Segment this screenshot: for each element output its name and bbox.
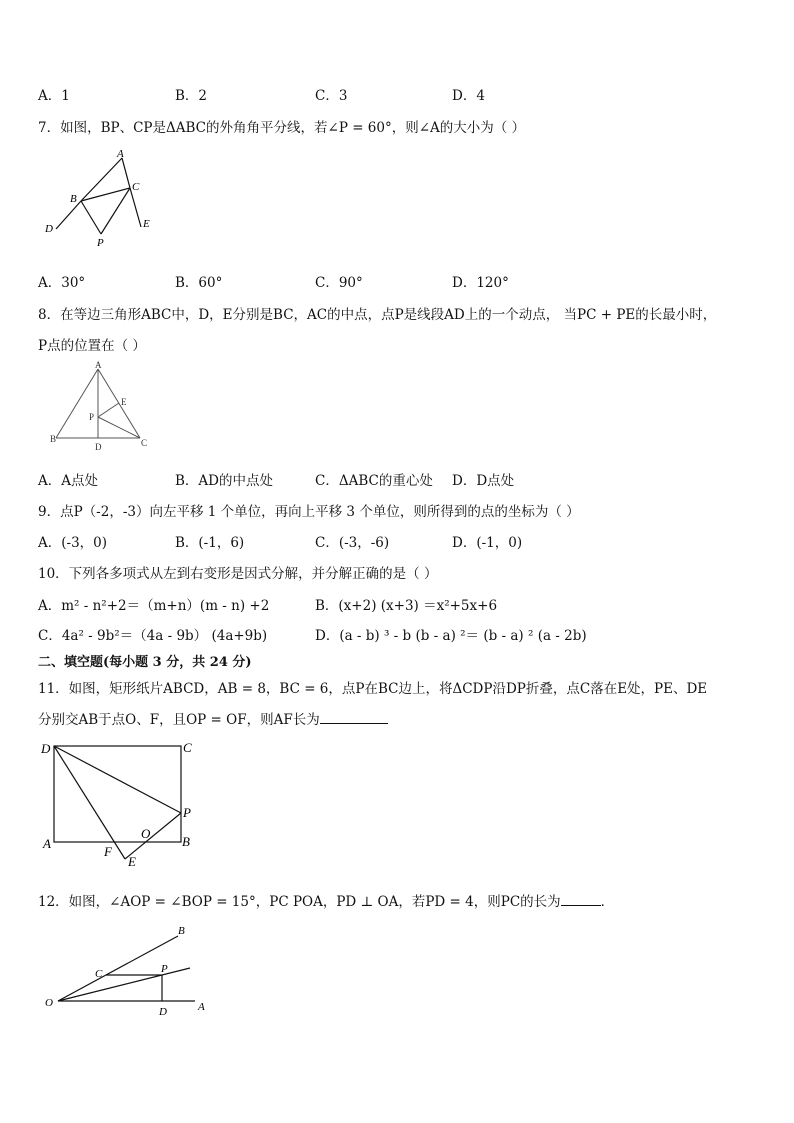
q7-label-p: P: [97, 237, 104, 249]
q8-label-d: D: [95, 442, 102, 452]
q8-stem-line1: 8．在等边三角形ABC中，D，E分别是BC，AC的中点，点P是线段AD上的一个动点， 当PC + PE的长最小时，: [38, 307, 717, 323]
q8-option-c: C．ΔABC的重心处: [315, 473, 433, 489]
q6-option-b: B．2: [175, 88, 208, 104]
q7-option-d: D．120°: [452, 275, 509, 291]
q7-stem: 7．如图，BP、CP是ΔABC的外角角平分线，若∠P = 60°，则∠A的大小为（ ）: [38, 120, 526, 136]
q7-side-ac: [122, 158, 130, 188]
q11-answer-blank[interactable]: [320, 723, 388, 724]
q8-label-p: P: [89, 412, 95, 422]
q9-option-c: C．(-3，-6): [315, 535, 390, 551]
q7-option-a: A．30°: [38, 275, 86, 291]
q11-stem-line1: 11．如图，矩形纸片ABCD，AB = 8，BC = 6，点P在BC边上，将ΔCDP沿DP折叠，点C落在E处，PE、DE: [38, 681, 708, 697]
q12-label-a: A: [198, 1001, 205, 1013]
q12-label-p: P: [161, 963, 168, 975]
q9-option-d: D．(-1，0): [452, 535, 523, 551]
q9-option-a: A．(-3，0): [38, 535, 108, 551]
q8-stem-line2: P点的位置在（ ）: [38, 338, 146, 354]
q7-option-c: C．90°: [315, 275, 363, 291]
q11-stem-line2: [38, 708, 388, 728]
q10-option-b: B．(x+2) (x+3) ＝x²+5x+6: [315, 598, 498, 614]
q8-label-c: C: [141, 438, 148, 448]
q8-option-a: A．A点处: [38, 473, 98, 489]
q11-label-b: B: [182, 834, 190, 849]
q8-side-ab: [56, 369, 98, 438]
q7-line-bp: [81, 201, 101, 234]
q11-label-e: E: [128, 854, 136, 869]
q8-label-e: E: [121, 397, 127, 407]
q8-figure: [40, 360, 170, 456]
q8-label-a: A: [95, 360, 102, 370]
q12-label-c: C: [95, 968, 103, 980]
q9-stem: 9．点P（-2，-3）向左平移 1 个单位，再向上平移 3 个单位，则所得到的点的坐标为（ ）: [38, 504, 580, 520]
q11-label-o: O: [141, 826, 151, 841]
q7-side-ab: [81, 158, 122, 201]
q11-line-pe: [125, 813, 181, 859]
q11-rectangle-abcd: [54, 746, 181, 842]
q7-label-c: C: [132, 181, 140, 193]
q7-option-b: B．60°: [175, 275, 223, 291]
q12-label-b: B: [178, 925, 185, 937]
q7-figure: [40, 146, 160, 250]
q10-option-a: A．m² - n²+2＝（m+n）(m - n) +2: [38, 598, 270, 614]
q12-stem: [38, 890, 614, 910]
q12-figure: [40, 922, 220, 1018]
q6-option-c: C．3: [315, 88, 348, 104]
q11-label-d: D: [41, 741, 51, 756]
q6-option-a: A．1: [38, 88, 70, 104]
q8-option-b: B．AD的中点处: [175, 473, 273, 489]
q12-label-o: O: [45, 997, 53, 1009]
q12-ray-op: [58, 968, 190, 1001]
q6-option-d: D．4: [452, 88, 485, 104]
q11-label-f: F: [104, 844, 112, 859]
q8-label-b: B: [50, 434, 57, 444]
q7-ext-bd: [56, 201, 81, 229]
q12-answer-blank[interactable]: [561, 905, 601, 906]
q10-stem: 10．下列各多项式从左到右变形是因式分解，并分解正确的是（ ）: [38, 566, 438, 582]
q12-stem-end: ．: [600, 894, 615, 910]
q11-label-a: A: [43, 836, 51, 851]
q11-label-p: P: [183, 805, 191, 820]
q8-option-d: D．D点处: [452, 473, 515, 489]
q11-line-dp: [54, 746, 181, 813]
q10-option-d: D．(a - b) ³ - b (b - a) ²＝ (b - a) ² (a - 2b): [315, 628, 587, 644]
q7-ext-ce: [130, 188, 141, 227]
q12-label-d: D: [159, 1006, 167, 1018]
q7-label-d: D: [45, 223, 53, 235]
q12-stem-text: 12．如图，∠AOP = ∠BOP = 15°，PC POA，PD ⊥ OA，若PD = 4，则PC的长为: [38, 894, 561, 910]
q8-segment-pe: [98, 403, 119, 417]
q7-label-e: E: [143, 218, 150, 230]
q7-label-a: A: [117, 148, 124, 160]
q11-stem-line2-text: 分别交AB于点O、F，且OP = OF，则AF长为: [38, 712, 320, 728]
q9-option-b: B．(-1，6): [175, 535, 245, 551]
q11-figure: [38, 738, 198, 870]
q12-ray-ob: [58, 936, 178, 1001]
q11-label-c: C: [183, 740, 192, 755]
q7-label-b: B: [70, 193, 77, 205]
section-fill-blank-title: 二、填空题(每小题 3 分，共 24 分): [38, 655, 252, 670]
q10-option-c: C．4a² - 9b²＝（4a - 9b） (4a+9b): [38, 628, 268, 644]
